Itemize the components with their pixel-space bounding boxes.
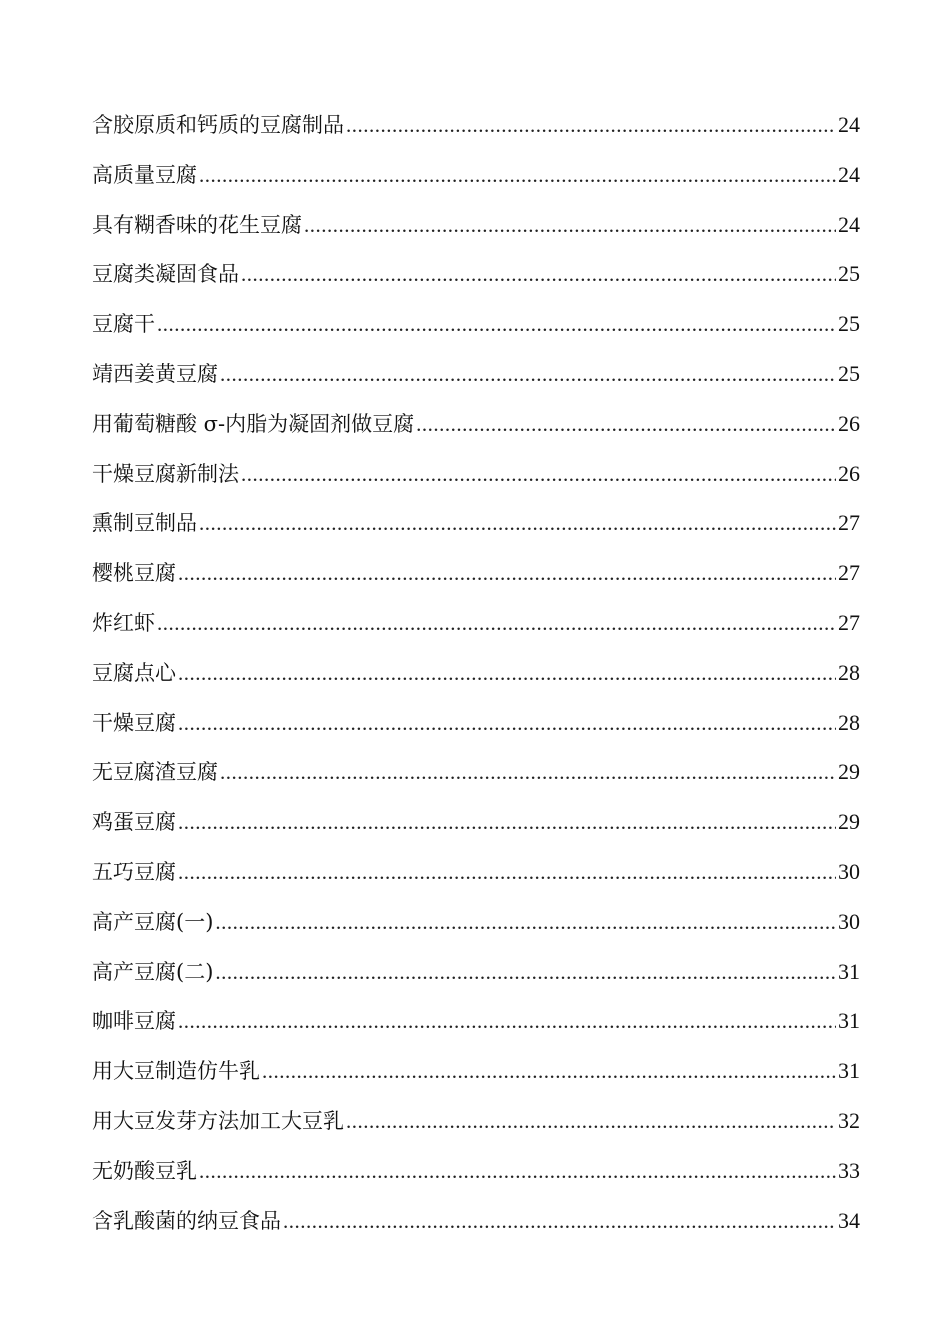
toc-entry[interactable] <box>92 449 860 499</box>
toc-dot-leader <box>157 300 836 350</box>
toc-entry-page: 25 <box>838 261 860 287</box>
toc-entry-page: 24 <box>838 112 860 137</box>
toc-dot-leader <box>304 201 836 251</box>
toc-dot-leader <box>346 1097 836 1147</box>
toc-dot-leader <box>241 450 836 500</box>
toc-entry-title: 豆腐类凝固食品 <box>92 262 239 287</box>
toc-dot-leader <box>283 1197 836 1247</box>
toc-entry-page: 32 <box>838 1107 860 1133</box>
toc-entry-title: 含胶原质和钙质的豆腐制品 <box>92 113 344 137</box>
toc-dot-leader <box>220 748 836 798</box>
toc-entry-page: 28 <box>838 709 860 735</box>
toc-entry-title: 用大豆发芽方法加工大豆乳 <box>92 1108 344 1133</box>
toc-entry-page: 29 <box>838 759 860 785</box>
toc-entry-title: 高产豆腐(一) <box>92 909 214 934</box>
toc-entry[interactable] <box>92 947 860 997</box>
table-of-contents <box>92 100 860 1245</box>
toc-dot-leader <box>215 898 836 948</box>
toc-dot-leader <box>241 250 836 300</box>
toc-entry[interactable] <box>92 548 860 598</box>
toc-entry-page: 31 <box>838 958 860 984</box>
toc-dot-leader <box>178 699 836 749</box>
toc-entry[interactable] <box>92 897 860 947</box>
toc-entry-title: 樱桃豆腐 <box>92 561 176 586</box>
toc-dot-leader <box>346 101 836 151</box>
toc-entry[interactable] <box>92 598 860 648</box>
toc-entry[interactable] <box>92 1096 860 1146</box>
toc-entry[interactable] <box>92 1046 860 1096</box>
toc-entry[interactable] <box>92 299 860 349</box>
toc-entry[interactable] <box>92 249 860 299</box>
toc-entry[interactable] <box>92 200 860 250</box>
toc-entry[interactable] <box>92 100 860 150</box>
toc-entry-title: 高质量豆腐 <box>92 162 197 187</box>
toc-entry[interactable] <box>92 747 860 797</box>
toc-entry-page: 27 <box>838 560 860 586</box>
toc-entry-page: 34 <box>838 1207 860 1233</box>
toc-entry[interactable] <box>92 698 860 748</box>
toc-dot-leader <box>199 499 836 549</box>
toc-entry-title: 干燥豆腐新制法 <box>92 461 239 486</box>
toc-entry-page: 25 <box>838 311 860 337</box>
toc-dot-leader <box>178 798 836 848</box>
toc-entry[interactable] <box>92 1196 860 1246</box>
toc-entry-title: 豆腐点心 <box>92 660 176 685</box>
toc-entry-title: 高产豆腐(二) <box>92 959 214 984</box>
toc-entry-page: 33 <box>838 1157 860 1183</box>
toc-entry-title: 豆腐干 <box>92 312 155 337</box>
toc-dot-leader <box>178 649 836 699</box>
toc-entry-page: 30 <box>838 858 860 884</box>
toc-entry-page: 28 <box>838 659 860 685</box>
toc-entry[interactable] <box>92 847 860 897</box>
toc-dot-leader <box>178 997 836 1047</box>
toc-entry[interactable] <box>92 1146 860 1196</box>
toc-entry-title: 靖西姜黄豆腐 <box>92 361 218 386</box>
toc-entry[interactable] <box>92 797 860 847</box>
toc-entry-page: 26 <box>838 460 860 486</box>
toc-entry-title: 熏制豆制品 <box>92 511 197 536</box>
toc-entry-page: 25 <box>838 360 860 386</box>
toc-entry[interactable] <box>92 150 860 200</box>
toc-dot-leader <box>416 400 836 450</box>
toc-entry-title: 五巧豆腐 <box>92 859 176 884</box>
toc-entry-page: 24 <box>838 161 860 187</box>
toc-entry[interactable] <box>92 996 860 1046</box>
toc-dot-leader <box>178 549 836 599</box>
toc-dot-leader <box>199 1147 836 1197</box>
toc-entry-page: 27 <box>838 609 860 635</box>
toc-entry[interactable] <box>92 498 860 548</box>
toc-entry-title: 咖啡豆腐 <box>92 1009 176 1034</box>
toc-dot-leader <box>199 151 836 201</box>
toc-entry-page: 30 <box>838 908 860 934</box>
toc-entry-page: 26 <box>838 410 860 436</box>
toc-entry-title: 含乳酸菌的纳豆食品 <box>92 1208 281 1233</box>
toc-dot-leader <box>157 599 836 649</box>
toc-entry-page: 27 <box>838 510 860 536</box>
toc-entry-title: 用大豆制造仿牛乳 <box>92 1059 260 1084</box>
toc-dot-leader <box>262 1047 836 1097</box>
toc-entry[interactable] <box>92 349 860 399</box>
toc-entry-title: 干燥豆腐 <box>92 710 176 735</box>
toc-entry-title: 无奶酸豆乳 <box>92 1158 197 1183</box>
toc-dot-leader <box>215 948 836 998</box>
toc-entry-page: 29 <box>838 809 860 835</box>
toc-entry-page: 31 <box>838 1058 860 1084</box>
toc-dot-leader <box>220 350 836 400</box>
toc-entry-title: 用葡萄糖酸 σ-内脂为凝固剂做豆腐 <box>92 411 415 436</box>
toc-entry-page: 24 <box>838 211 860 237</box>
toc-entry-title: 炸红虾 <box>92 610 155 635</box>
toc-entry-title: 具有糊香味的花生豆腐 <box>92 212 302 237</box>
toc-entry-title: 无豆腐渣豆腐 <box>92 760 218 785</box>
toc-entry[interactable] <box>92 399 860 449</box>
toc-entry-page: 31 <box>838 1008 860 1034</box>
toc-entry[interactable] <box>92 648 860 698</box>
toc-dot-leader <box>178 848 836 898</box>
toc-entry-title: 鸡蛋豆腐 <box>92 810 176 835</box>
